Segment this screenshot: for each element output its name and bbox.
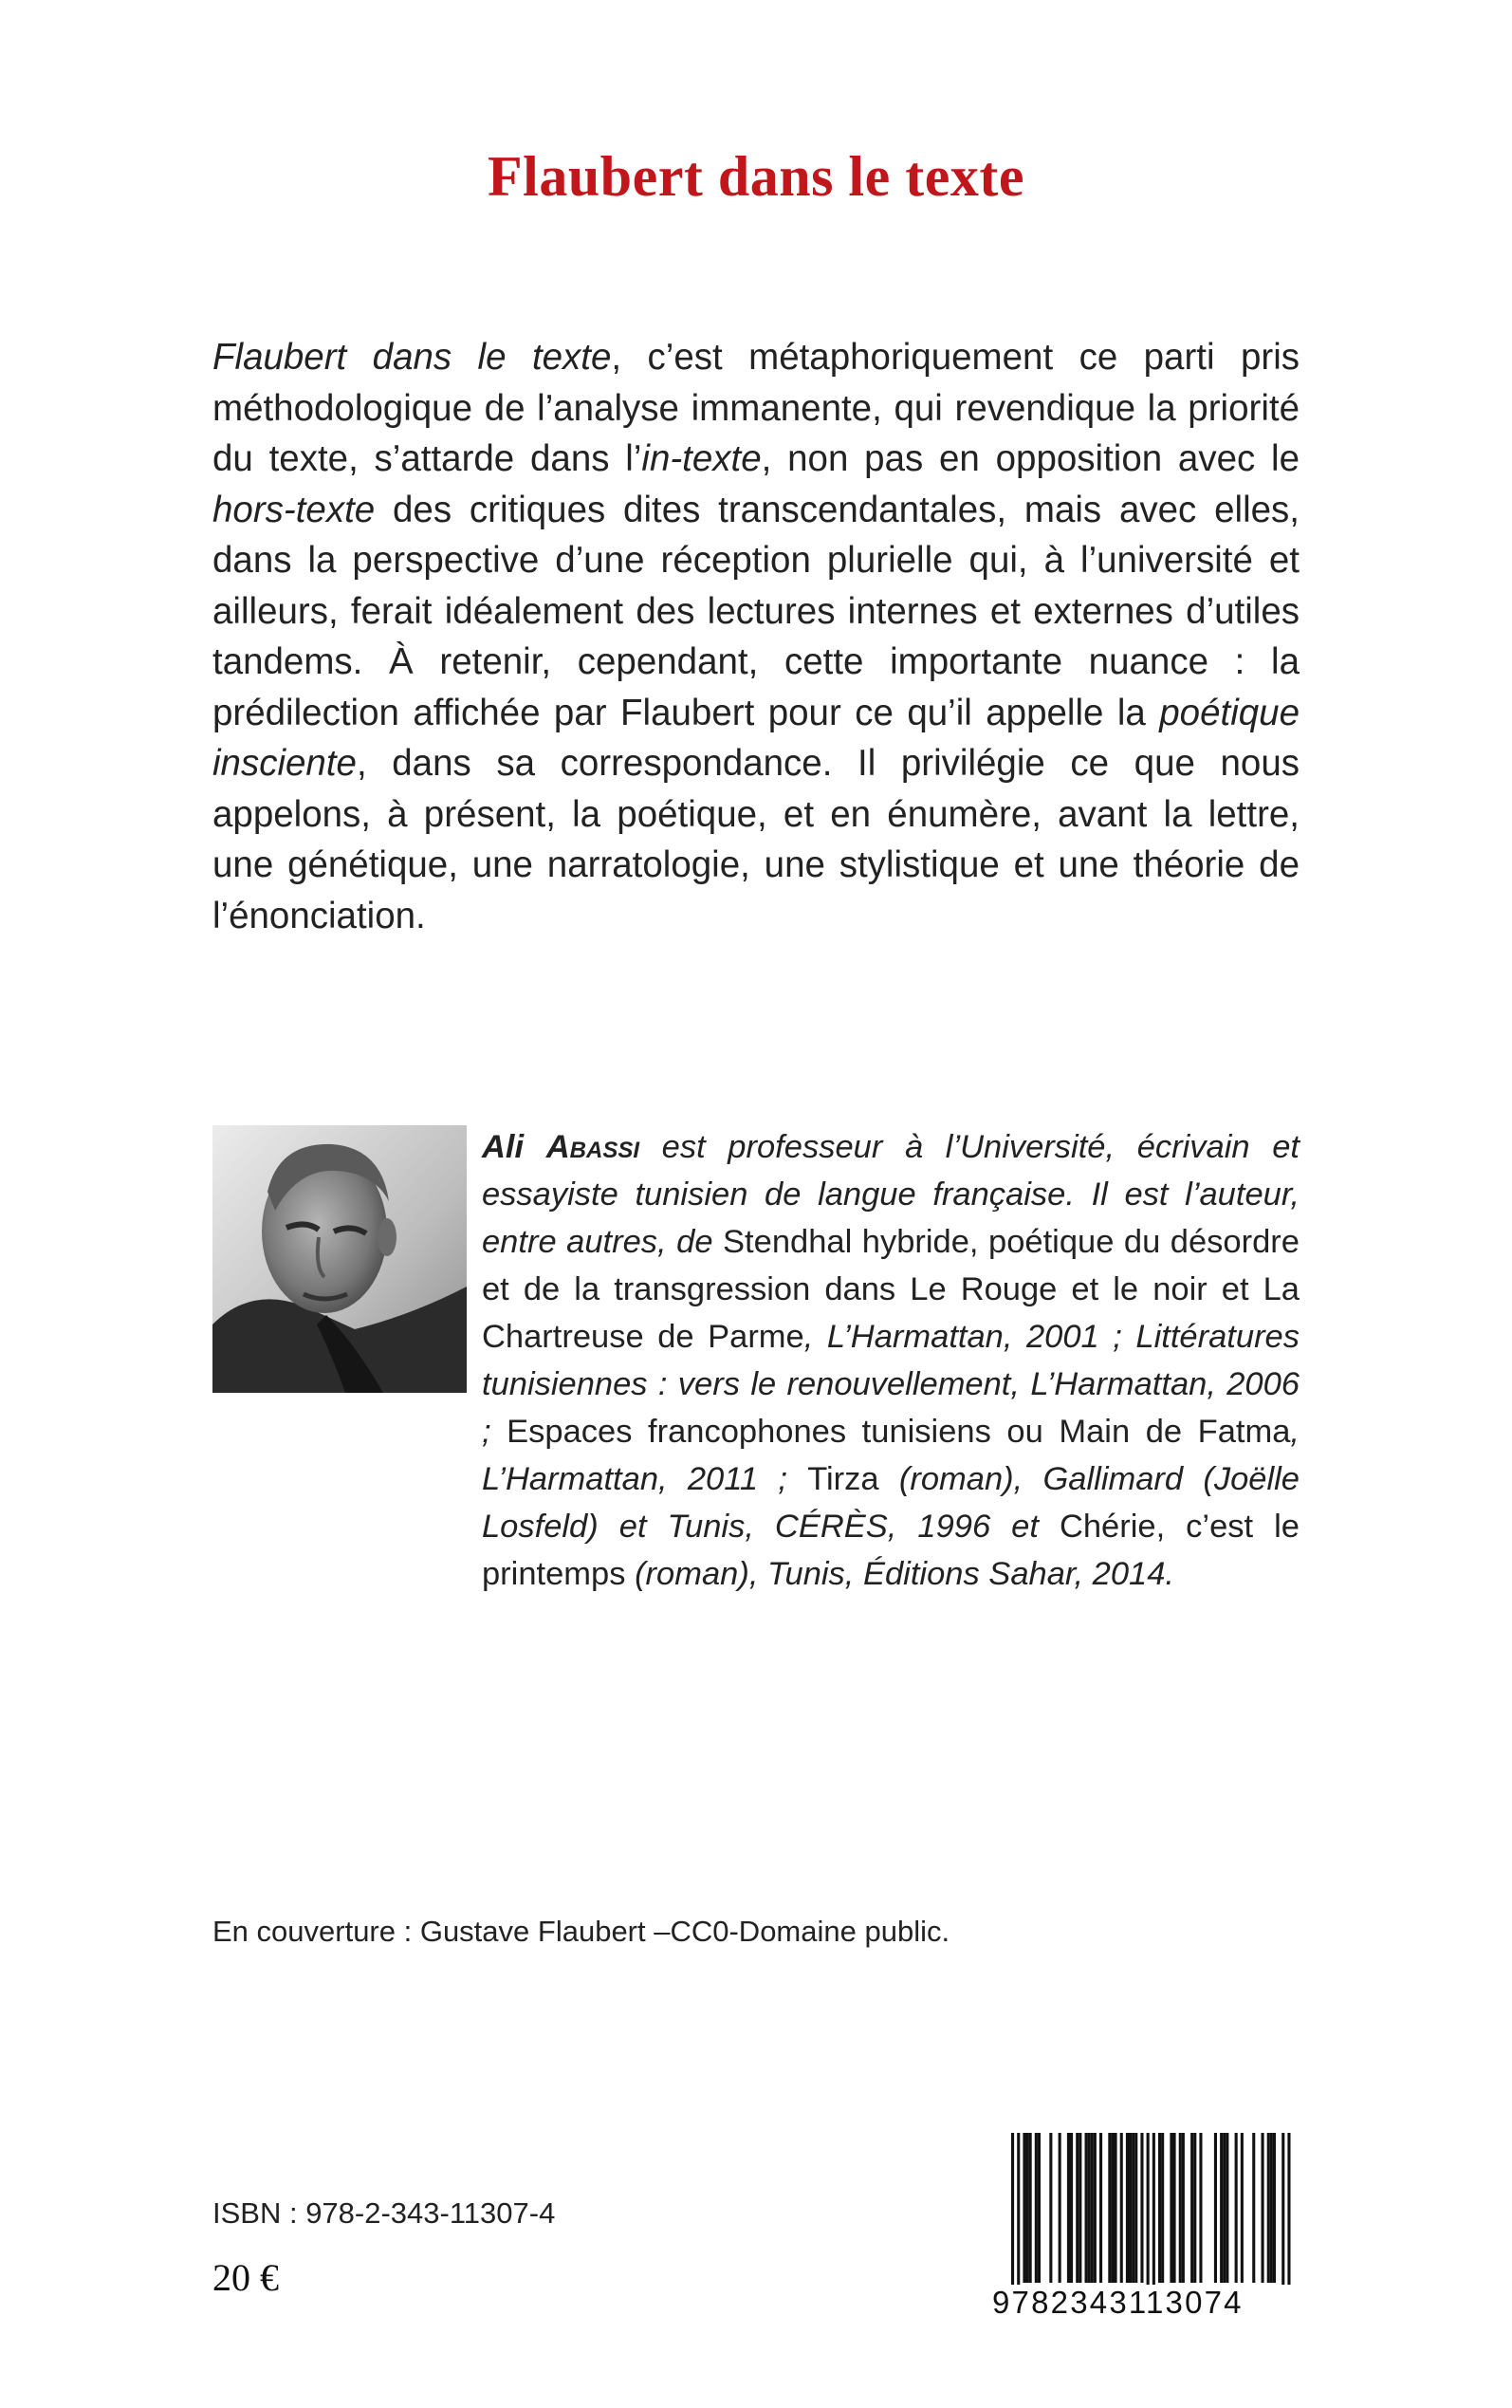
bio-text: (roman), Gallimard (Joëlle Losfeld) et Tunis, CÉRÈS, 1996 et (482, 1461, 1300, 1545)
barcode-bar (1235, 2133, 1238, 2283)
barcode-bar (1035, 2133, 1038, 2283)
barcode-bar (1241, 2133, 1244, 2283)
barcode-bar (1026, 2133, 1029, 2283)
barcode-bar (1282, 2133, 1284, 2296)
barcode-bar (1226, 2133, 1228, 2283)
barcode-bar (1152, 2133, 1155, 2296)
barcode-bar (1270, 2133, 1273, 2283)
barcode-bar (1079, 2133, 1081, 2283)
bio-text: , L’Harmattan, 2011 ; (482, 1414, 1300, 1497)
barcode-bar (1049, 2133, 1052, 2283)
barcode-bar (1179, 2133, 1182, 2283)
cover-credit: En couverture : Gustave Flaubert –CC0-Domaine public. (212, 1915, 950, 1948)
barcode-bar (1140, 2133, 1143, 2283)
barcode-bar (1267, 2133, 1270, 2283)
barcode-bar (1038, 2133, 1041, 2283)
barcode-bar (1129, 2133, 1132, 2283)
barcode-bar (1134, 2133, 1137, 2283)
barcode-bar (1223, 2133, 1226, 2283)
barcode-bar (1011, 2133, 1014, 2296)
barcode-bar (1029, 2133, 1032, 2283)
barcode-bar (1190, 2133, 1193, 2283)
barcode-bar (1120, 2133, 1123, 2283)
bio-book-title: Stendhal hybride, poétique du désordre et de la transgression dans Le Rouge et le noir et La Chartreuse de Parme (482, 1224, 1300, 1355)
summary-text: , non pas en opposition avec le (761, 438, 1300, 479)
barcode-bar (1067, 2133, 1070, 2283)
bio-book-title: Littératures tunisiennes : vers le renouvellement, L’Harmattan, 2006 ; (482, 1319, 1300, 1450)
price: 20 € (212, 2256, 279, 2299)
bio-book-title: Chérie, c’est le printemps (482, 1509, 1300, 1592)
barcode-bar (1091, 2133, 1094, 2283)
barcode-bar (1173, 2133, 1176, 2283)
page-title: Flaubert dans le texte (488, 145, 1024, 208)
summary-text: des critiques dites transcendantales, mais avec elles, dans la perspective d’une réception plurielle qui, à l’université et ailleurs, ferait idéalement des lectures internes et externes d’utiles tandems. À retenir, cependant, cette importante nuance : la prédilection affichée par Flaubert pour ce qu’il appelle la (212, 489, 1300, 733)
barcode-bar (1147, 2133, 1150, 2296)
barcode-bar (1126, 2133, 1129, 2283)
barcode-bar (1076, 2133, 1079, 2283)
barcode-digits: 9782343113074 (992, 2285, 1300, 2321)
summary-text: , dans sa correspondance. Il privilégie ce que nous appelons, à présent, la poétique, et en énumère, avant la lettre, une génétique, une narratologie, une stylistique et une théorie de l’énonciation. (212, 743, 1300, 936)
author-bio (482, 1123, 1300, 1598)
barcode-bar (1199, 2133, 1202, 2283)
barcode-bar (1287, 2133, 1290, 2296)
barcode-bar (1193, 2133, 1196, 2283)
barcode-bar (1085, 2133, 1088, 2283)
author-portrait-image (212, 1125, 467, 1393)
barcode-bar (1099, 2133, 1102, 2283)
bio-text: , L’Harmattan, 2001 ; (803, 1319, 1136, 1355)
barcode-bar (1115, 2133, 1117, 2283)
bio-book-title: Tirza (807, 1461, 879, 1497)
barcode-bar (1158, 2133, 1161, 2283)
summary-term-poetique-insciente: poétique insciente (212, 692, 1300, 784)
bio-book-title: Espaces francophones tunisiens ou Main de Fatma (507, 1414, 1291, 1450)
barcode-bar (1111, 2133, 1114, 2283)
author-last-name: Abassi (545, 1129, 639, 1165)
author-first-name: Ali (482, 1129, 546, 1165)
barcode-bar (1220, 2133, 1223, 2283)
barcode-bar (1108, 2133, 1111, 2283)
summary-book-title: Flaubert dans le texte (212, 337, 612, 378)
barcode-bar (1094, 2133, 1097, 2283)
back-cover-summary (212, 332, 1300, 941)
barcode-bar (1132, 2133, 1134, 2283)
isbn: ISBN : 978-2-343-11307-4 (212, 2196, 556, 2230)
barcode-bar (1262, 2133, 1264, 2283)
barcode-bar (1017, 2133, 1020, 2296)
barcode-bar (1170, 2133, 1172, 2283)
barcode-bar (1070, 2133, 1073, 2283)
barcode-bar (1182, 2133, 1185, 2283)
barcode-bar (1252, 2133, 1255, 2283)
barcode-bar (1214, 2133, 1217, 2283)
barcode-bar (1273, 2133, 1276, 2283)
barcode-bar (1161, 2133, 1164, 2283)
author-photo (212, 1125, 467, 1393)
barcode-bar (1088, 2133, 1091, 2283)
barcode-bar (1023, 2133, 1025, 2283)
summary-term-in-texte: in-texte (641, 438, 762, 479)
bio-text: (roman), Tunis, Éditions Sahar, 2014. (625, 1556, 1174, 1592)
bio-text: est professeur à l’Université, écrivain et essayiste tunisien de langue française. Il est l’auteur, entre autres, de (482, 1129, 1300, 1260)
summary-term-hors-texte: hors-texte (212, 489, 376, 530)
barcode-bar (1059, 2133, 1061, 2283)
summary-text: , c’est métaphoriquement ce parti pris méthodologique de l’analyse immanente, qui revendique la priorité du texte, s’attarde dans l’ (212, 337, 1300, 479)
